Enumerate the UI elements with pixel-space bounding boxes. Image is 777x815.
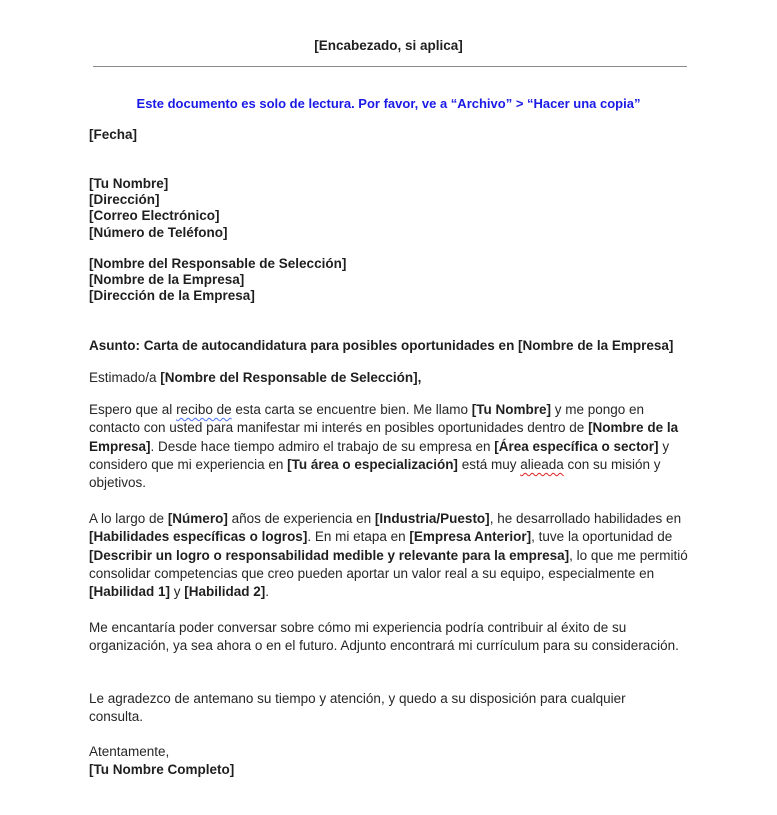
closing-block[interactable]: [89, 743, 699, 780]
text-run: con su misión y objetivos.: [89, 456, 661, 491]
read-only-notice: Este documento es solo de lectura. Por favor, ve a “Archivo” > “Hacer una copia”: [136, 96, 641, 111]
placeholder-skills: [Habilidades específicas o logros]: [89, 529, 308, 545]
text-run: está muy: [457, 456, 521, 472]
paragraph-1[interactable]: [89, 401, 695, 492]
text-run: y considero que mi experiencia en: [89, 438, 670, 472]
recipient-company: [Nombre de la Empresa]: [89, 272, 245, 288]
spelling-error[interactable]: alieada: [520, 456, 564, 472]
text-run: años de experiencia en: [227, 511, 375, 526]
placeholder-previous-company: [Empresa Anterior]: [409, 529, 532, 545]
placeholder-skill-1: [Habilidad 1]: [89, 584, 171, 600]
greeting-name: [Nombre del Responsable de Selección],: [160, 370, 422, 385]
paragraph-4[interactable]: [89, 690, 669, 727]
header-divider: [93, 66, 687, 67]
placeholder-company-name: [Nombre de la Empresa]: [89, 420, 679, 454]
text-run: . En mi etapa en: [307, 529, 410, 545]
text-run: y: [170, 584, 185, 600]
placeholder-specialization: [Tu área o especialización]: [287, 456, 458, 472]
greeting-prefix: Estimado/a: [89, 370, 161, 385]
placeholder-years: [Número]: [167, 511, 228, 526]
sender-phone: [Número de Teléfono]: [89, 224, 228, 240]
document-header[interactable]: [Encabezado, si aplica]: [314, 38, 463, 53]
placeholder-achievement: [Describir un logro o responsabilidad medible y relevante para la empresa]: [89, 547, 570, 563]
grammar-suggestion[interactable]: recibo de: [176, 402, 232, 417]
text-run: y me pongo en contacto con usted para manifestar mi interés en posibles oportunidades dentro de: [89, 402, 645, 436]
date-field[interactable]: [89, 126, 699, 144]
text-run: .: [265, 584, 270, 600]
recipient-address: [Dirección de la Empresa]: [89, 288, 255, 304]
paragraph-3-text: Me encantaría poder conversar sobre cómo mi experiencia podría contribuir al éxito de su organización, ya sea ahora o en el futuro. Adjunto encontrará mi currículum para su consideración.: [89, 620, 679, 654]
placeholder-area-sector: [Área específica o sector]: [494, 438, 659, 454]
recipient-name: [Nombre del Responsable de Selección]: [89, 256, 347, 271]
sender-name: [Tu Nombre]: [89, 176, 169, 191]
signature-placeholder: [Tu Nombre Completo]: [89, 762, 235, 778]
subject-text: Asunto: Carta de autocandidatura para posibles oportunidades en [Nombre de la Empresa]: [89, 338, 674, 353]
closing-text: Atentamente,: [89, 744, 170, 759]
text-run: Espero que al: [89, 402, 177, 417]
sender-email: [Correo Electrónico]: [89, 208, 220, 224]
text-run: A lo largo de: [89, 511, 168, 526]
placeholder-industry: [Industria/Puesto]: [374, 511, 490, 526]
text-run: , tuve la oportunidad de: [531, 529, 673, 545]
text-run: esta carta se encuentre bien. Me llamo: [231, 402, 472, 417]
placeholder-skill-2: [Habilidad 2]: [184, 584, 266, 600]
recipient-block[interactable]: [89, 256, 699, 305]
text-run: , lo que me permitió consolidar competencias que creo pueden aportar un valor real a su equipo, especialmente en: [89, 547, 688, 581]
placeholder-your-name: [Tu Nombre]: [471, 402, 551, 417]
text-run: , he desarrollado habilidades en: [489, 511, 682, 526]
paragraph-3[interactable]: [89, 619, 679, 656]
greeting[interactable]: [89, 369, 699, 387]
subject-line[interactable]: [89, 337, 699, 355]
text-run: . Desde hace tiempo admiro el trabajo de su empresa en: [150, 438, 495, 454]
paragraph-4-text: Le agradezco de antemano su tiempo y atención, y quedo a su disposición para cualquier consulta.: [89, 691, 626, 725]
paragraph-2[interactable]: [89, 510, 695, 601]
sender-address: [Dirección]: [89, 192, 160, 208]
date-placeholder: [Fecha]: [89, 127, 138, 142]
sender-block[interactable]: [89, 176, 699, 241]
